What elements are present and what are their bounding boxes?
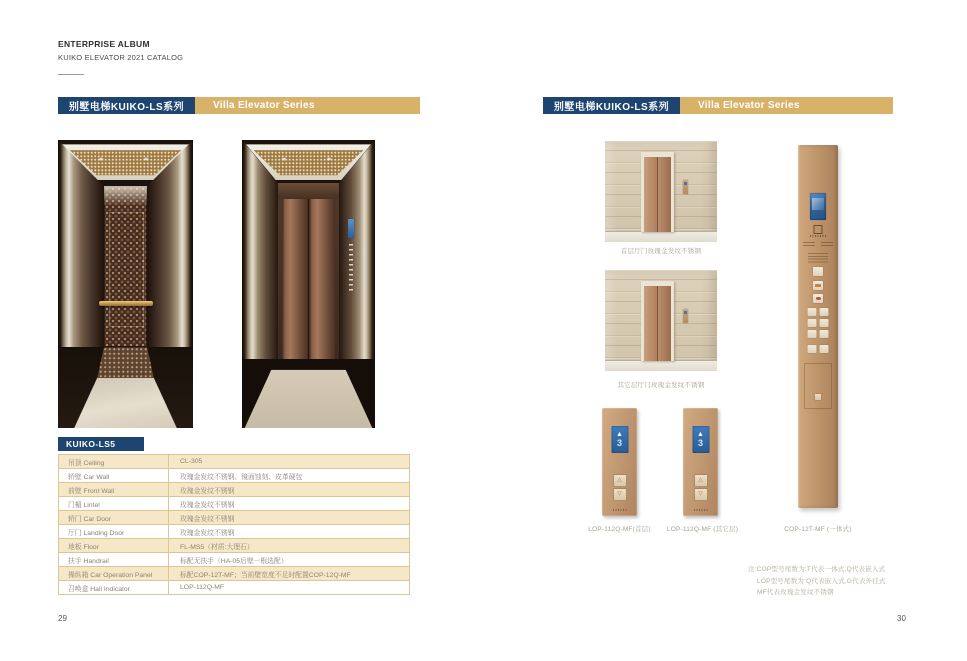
- lop-display: [692, 426, 709, 453]
- spec-label: 地板 Floor: [59, 539, 169, 552]
- brand-logo: [613, 509, 627, 511]
- call-up-button: △: [694, 474, 708, 487]
- landing-door-photo-first-floor: [605, 141, 717, 242]
- floor-button-row: [808, 319, 829, 327]
- spec-value: 玫瑰金发纹不锈钢: [180, 529, 235, 537]
- call-up-button: △: [613, 474, 627, 487]
- cop-screen: [810, 193, 826, 220]
- header-divider: [58, 74, 84, 75]
- landing-doors: [644, 286, 671, 361]
- spec-row: [59, 483, 409, 497]
- spec-value: 玫瑰金发纹不锈钢: [180, 487, 235, 495]
- caption-door-other: 其它层厅门玫瑰金发纹不锈钢: [617, 382, 705, 389]
- brand-logo: [814, 225, 823, 234]
- lobby-floor: [605, 231, 717, 242]
- car-door-left-panel: [282, 199, 309, 359]
- right-series-bar: [543, 97, 893, 114]
- spec-row: [59, 511, 409, 525]
- spec-row: [59, 553, 409, 567]
- floor-indicator: 3: [616, 438, 622, 449]
- car-door-wall: [278, 183, 339, 359]
- car-doors: [282, 199, 336, 359]
- floor-button-row: [808, 308, 829, 316]
- spec-table: [58, 454, 410, 595]
- landing-door-right-panel: [658, 286, 671, 361]
- spec-label: 门楣 Lintel: [59, 497, 169, 510]
- note-line: 注:COP型号尾数为:T代表一体式,Q代表嵌入式: [748, 566, 886, 573]
- album-subtitle: KUIKO ELEVATOR 2021 CATALOG: [58, 53, 184, 62]
- spec-row: [59, 581, 409, 595]
- spec-value: 玫瑰金发纹不锈钢、镜面蚀刻、皮革硬包: [180, 473, 303, 481]
- elevator-interior-photo: [58, 140, 193, 428]
- landing-door-photo-other-floor: [605, 270, 717, 371]
- album-title: ENTERPRISE ALBUM: [58, 39, 150, 49]
- spec-row: [59, 567, 409, 581]
- landing-door-left-panel: [644, 157, 658, 232]
- door-open-button: [813, 267, 823, 276]
- spec-row: [59, 525, 409, 539]
- car-door-right-panel: [309, 199, 335, 359]
- hall-indicator-plate: [683, 180, 688, 193]
- cab-handrail: [99, 301, 153, 306]
- cop-display: [348, 219, 354, 238]
- lop-display: [611, 426, 628, 453]
- landing-doors: [644, 157, 671, 232]
- spec-label: 前壁 Front Wall: [59, 483, 169, 496]
- caption-cop: COP-12T-MF (一体式): [784, 526, 852, 533]
- lobby-floor: [605, 360, 717, 371]
- cop-text-block: [808, 253, 828, 263]
- floor-indicator: 3: [697, 438, 703, 449]
- spec-value: LOP-112Q-MF: [180, 584, 225, 591]
- spec-label: 轿壁 Car Wall: [59, 469, 169, 482]
- series-title-en: Villa Elevator Series: [680, 97, 893, 114]
- model-code-notes: [748, 564, 886, 599]
- cab-floor-marble: [242, 359, 375, 428]
- elevator-door-photo: [242, 140, 375, 428]
- spec-row: [59, 497, 409, 511]
- spec-row: [59, 539, 409, 553]
- cop-buttons: [349, 244, 353, 293]
- alarm-button: [813, 294, 823, 303]
- model-label: KUIKO-LS5: [58, 437, 144, 451]
- spec-value: 玫瑰金发纹不锈钢: [180, 501, 235, 509]
- cab-floor-pattern: [58, 347, 193, 378]
- spec-label: 扶手 Handrail: [59, 553, 169, 566]
- brand-logo: [694, 509, 708, 511]
- caption-door-first: 首层厅门玫瑰金发纹不锈钢: [620, 248, 702, 255]
- spec-label: 召唤盒 Hall Indicator: [59, 581, 169, 594]
- floor-button-row: [808, 345, 829, 353]
- note-line: LOP型号尾数为:Q代表嵌入式,G代表外挂式: [757, 577, 886, 585]
- car-door-lintel: [278, 183, 339, 199]
- lop-panel-other-floor: [683, 408, 718, 516]
- note-line: MF代表玫瑰金发纹不锈钢: [757, 589, 834, 596]
- cab-back-wall: [104, 186, 147, 347]
- series-title-cn: 别墅电梯KUIKO-LS系列: [58, 97, 195, 114]
- call-down-button: ▽: [613, 488, 627, 501]
- spec-label: 吊顶 Ceiling: [59, 455, 169, 468]
- key-switch-plate: [804, 363, 832, 409]
- caption-lop-other: LOP-112Q-MF (其它层): [666, 526, 739, 533]
- page-number-right: 30: [897, 614, 906, 623]
- caption-lop-first: LOP-112Q-MF(首层): [588, 526, 651, 533]
- cab-floor: [242, 359, 375, 428]
- up-arrow-icon: ▲: [697, 431, 704, 439]
- page-number-left: 29: [58, 614, 67, 623]
- series-title-en: Villa Elevator Series: [195, 97, 420, 114]
- lop-panel-first-floor: [602, 408, 637, 516]
- spec-label: 操纵箱 Car Operation Panel: [59, 567, 169, 580]
- door-close-button: [813, 281, 823, 290]
- spec-row: [59, 455, 409, 469]
- spec-value: CL-305: [180, 458, 203, 465]
- cab-floor: [58, 347, 193, 428]
- floor-button-row: [808, 330, 829, 338]
- landing-door-right-panel: [658, 157, 671, 232]
- series-title-cn: 别墅电梯KUIKO-LS系列: [543, 97, 680, 114]
- spec-value: FL-MS5（材质:大理石）: [180, 543, 254, 551]
- landing-door-frame: [641, 152, 675, 232]
- cab-floor-marble: [58, 378, 193, 428]
- brand-logo-text: [810, 235, 826, 237]
- spec-row: [59, 469, 409, 483]
- hall-indicator-plate: [683, 309, 688, 322]
- spec-value: 玫瑰金发纹不锈钢: [180, 515, 235, 523]
- spec-value: 标配无扶手（HA-05后壁一根选配）: [180, 557, 288, 565]
- left-series-bar: [58, 97, 420, 114]
- cop-panel: [798, 145, 838, 508]
- call-down-button: ▽: [694, 488, 708, 501]
- spec-label: 轿门 Car Door: [59, 511, 169, 524]
- spec-value: 标配COP-12T-MF；当前壁宽度不足时配置COP-12Q-MF: [180, 571, 351, 579]
- spec-label: 厅门 Landing Door: [59, 525, 169, 538]
- up-arrow-icon: ▲: [616, 431, 623, 439]
- cop-labels: [803, 242, 833, 249]
- landing-door-left-panel: [644, 286, 658, 361]
- landing-door-frame: [641, 281, 675, 361]
